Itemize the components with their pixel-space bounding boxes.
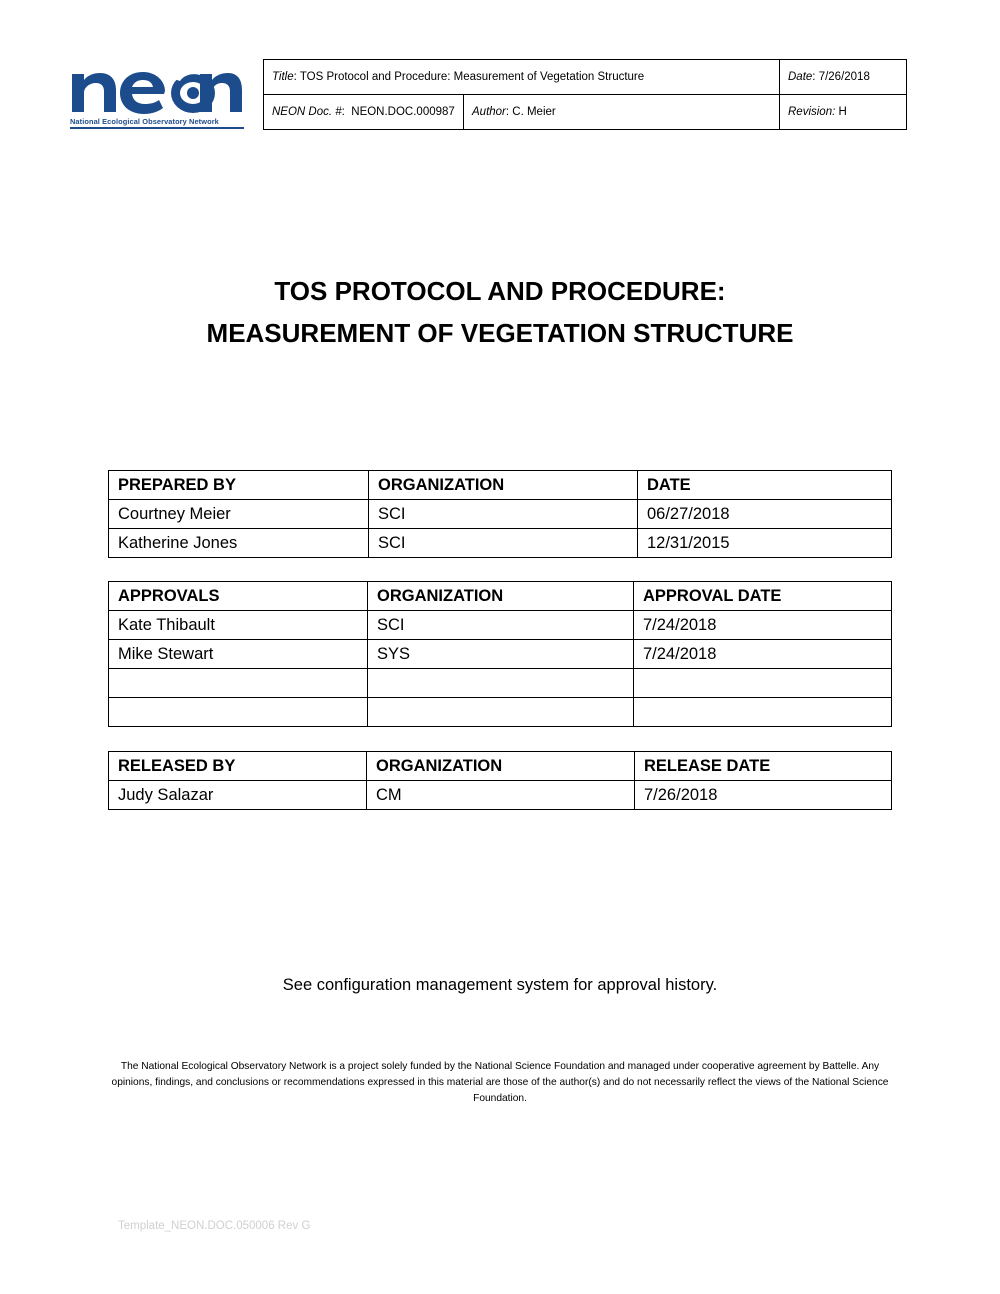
table-header-cell: ORGANIZATION	[368, 582, 634, 611]
approval-history-note: See configuration management system for approval history.	[282, 976, 718, 994]
header-revision-cell	[780, 95, 907, 130]
released-by-table	[108, 751, 892, 810]
header-date-value: 7/26/2018	[818, 71, 870, 83]
funding-disclaimer: The National Ecological Observatory Network is a project solely funded by the National Science Foundation and managed under cooperative agreement by Battelle. Any opinions, findings, and conclusions or recommendations expressed in this material are those of the author(s) and do not necessarily reflect the views of the National Science Foundation.	[111, 1061, 889, 1104]
table-cell: SCI	[369, 529, 638, 558]
neon-logo	[70, 60, 244, 132]
table-header-cell: RELEASED BY	[109, 752, 367, 781]
header-author-value: C. Meier	[512, 106, 556, 118]
table-cell: SCI	[368, 611, 634, 640]
template-footer: Template_NEON.DOC.050006 Rev G	[118, 1220, 311, 1232]
table-cell: 7/24/2018	[634, 611, 892, 640]
table-row	[109, 698, 892, 727]
document-title-line-2: MEASUREMENT OF VEGETATION STRUCTURE	[206, 318, 794, 348]
table-cell: SYS	[368, 640, 634, 669]
table-cell	[634, 669, 892, 698]
prepared-by-table	[108, 470, 892, 558]
table-row	[109, 611, 892, 640]
table-cell: Katherine Jones	[109, 529, 369, 558]
document-title	[0, 270, 1000, 354]
table-header-cell: APPROVAL DATE	[634, 582, 892, 611]
table-cell: 06/27/2018	[638, 500, 892, 529]
table-cell: 7/26/2018	[635, 781, 892, 810]
header-author-label: Author	[472, 106, 506, 118]
table-cell: 7/24/2018	[634, 640, 892, 669]
neon-wordmark-icon	[70, 60, 244, 114]
table-header-cell: RELEASE DATE	[635, 752, 892, 781]
table-header-cell: ORGANIZATION	[369, 471, 638, 500]
table-row	[109, 640, 892, 669]
header-doc-label: NEON Doc. #	[272, 106, 342, 118]
table-cell: SCI	[369, 500, 638, 529]
table-header-cell: ORGANIZATION	[367, 752, 635, 781]
table-cell	[368, 669, 634, 698]
header-revision-label: Revision:	[788, 106, 836, 118]
header-title-value: TOS Protocol and Procedure: Measurement of Vegetation Structure	[299, 71, 645, 83]
table-row	[109, 529, 892, 558]
table-cell	[368, 698, 634, 727]
header-revision-value: H	[838, 106, 847, 118]
approvals-table	[108, 581, 892, 727]
table-cell: CM	[367, 781, 635, 810]
header-title-cell: Title: TOS Protocol and Procedure: Measurement of Vegetation Structure	[264, 60, 780, 95]
table-cell	[109, 669, 368, 698]
header-author-cell: Author: C. Meier	[464, 95, 780, 130]
table-cell: 12/31/2015	[638, 529, 892, 558]
document-header-table	[263, 59, 907, 130]
table-header-cell: DATE	[638, 471, 892, 500]
header-date-cell: Date: 7/26/2018	[780, 60, 907, 95]
document-title-line-1: TOS PROTOCOL AND PROCEDURE:	[274, 276, 726, 306]
header-doc-cell: NEON Doc. #: NEON.DOC.000987	[264, 95, 464, 130]
logo-tagline: National Ecological Observatory Network	[70, 117, 244, 129]
table-header-cell: APPROVALS	[109, 582, 368, 611]
table-cell: Judy Salazar	[109, 781, 367, 810]
table-cell: Courtney Meier	[109, 500, 369, 529]
header-doc-value: NEON.DOC.000987	[351, 106, 455, 118]
table-header-row	[109, 752, 892, 781]
header-title-label: Title	[272, 71, 294, 83]
table-cell	[634, 698, 892, 727]
table-header-row	[109, 582, 892, 611]
header-date-label: Date	[788, 71, 813, 83]
table-header-cell: PREPARED BY	[109, 471, 369, 500]
table-row	[109, 500, 892, 529]
table-row	[109, 781, 892, 810]
table-cell: Mike Stewart	[109, 640, 368, 669]
table-header-row	[109, 471, 892, 500]
table-row	[109, 669, 892, 698]
table-cell	[109, 698, 368, 727]
table-cell: Kate Thibault	[109, 611, 368, 640]
